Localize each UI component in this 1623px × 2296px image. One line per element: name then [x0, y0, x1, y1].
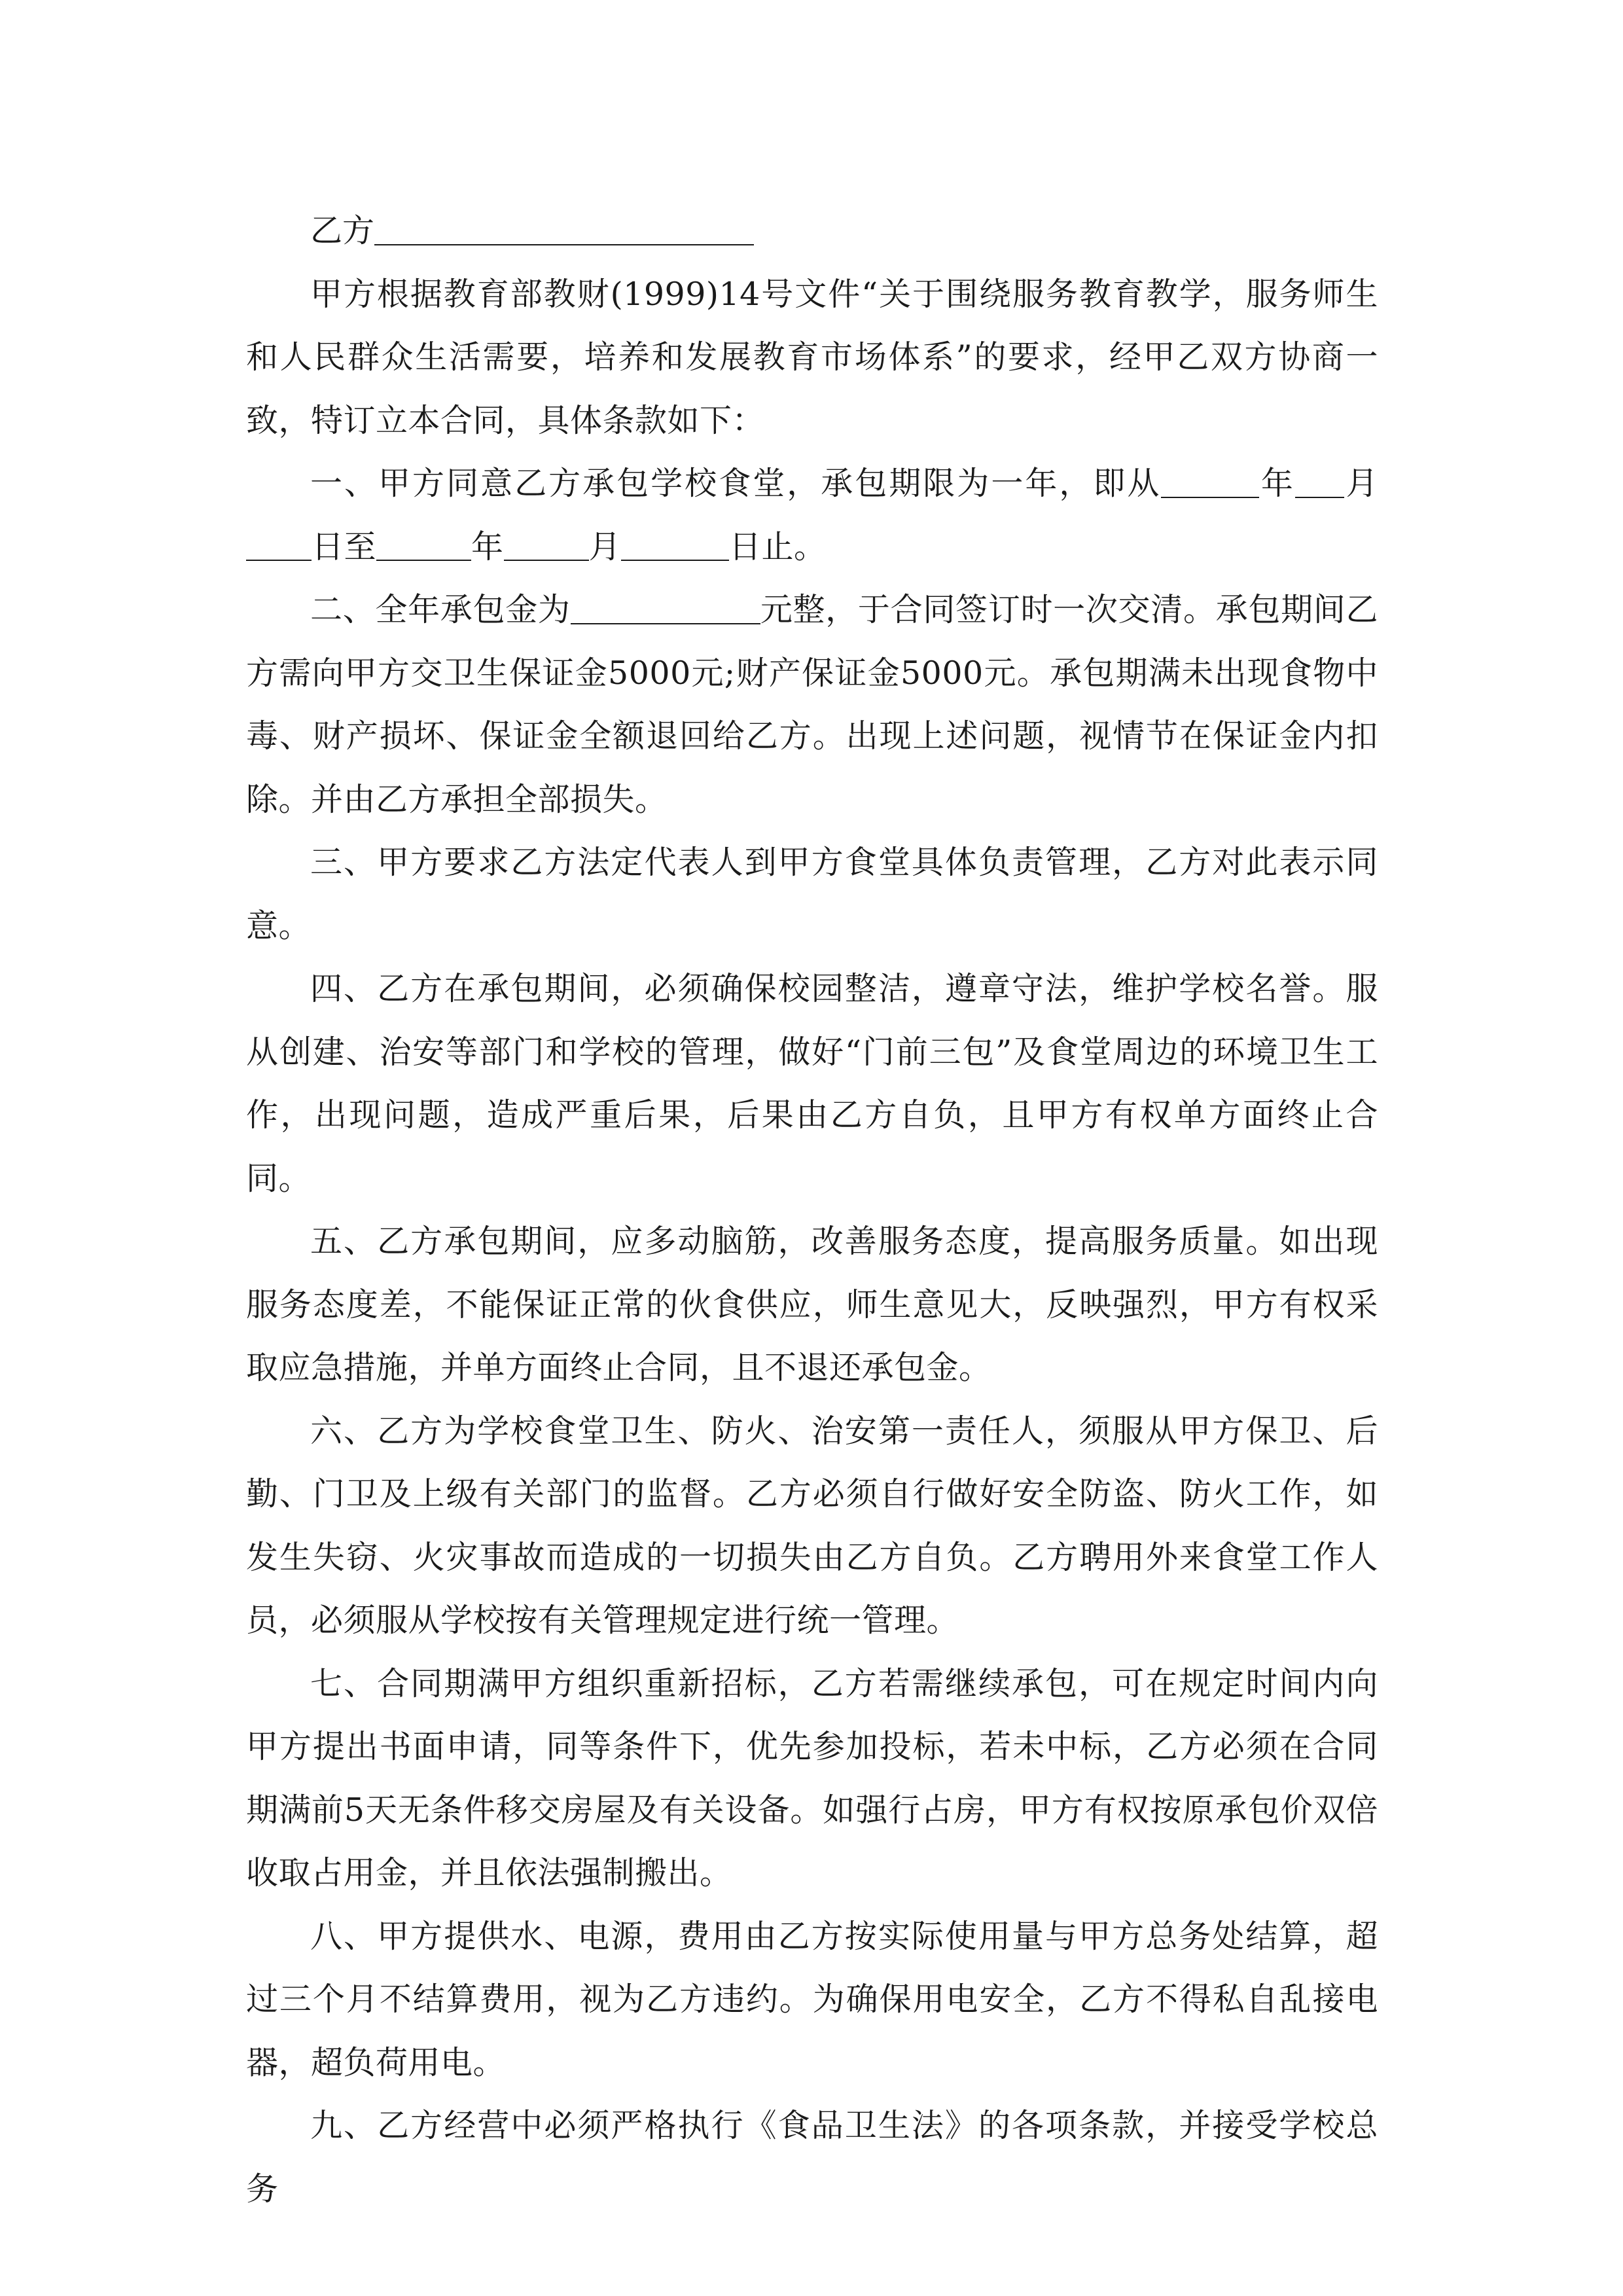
- preamble-paragraph: 甲方根据教育部教财(1999)14号文件“关于围绕服务教育教学，服务师生和人民群众生活需要，培养和发展教育市场体系”的要求，经甲乙双方协商一致，特订立本合同，具体条款如下：: [246, 275, 1378, 439]
- end-month-blank[interactable]: [504, 528, 589, 561]
- clause-7: 七、合同期满甲方组织重新招标，乙方若需继续承包，可在规定时间内向甲方提出书面申请，同等条件下，优先参加投标，若未中标，乙方必须在合同期满前5天无条件移交房屋及有关设备。如强行占房，甲方有权按原承包价双倍收取占用金，并且依法强制搬出。: [246, 1664, 1378, 1892]
- end-year-blank[interactable]: [376, 528, 471, 561]
- clause-2-text-b: 元整，于合同签订时一次交清。承包期间乙方需向甲方交卫生保证金5000元;财产保证金5000元。承包期满未出现食物中毒、财产损坏、保证金全额退回给乙方。出现上述问题，视情节在保证金内扣除。并由乙方承担全部损失。: [246, 591, 1378, 818]
- clause-3: 三、甲方要求乙方法定代表人到甲方食堂具体负责管理，乙方对此表示同意。: [246, 844, 1378, 944]
- start-year-blank[interactable]: [1161, 465, 1259, 498]
- contract-body: [246, 200, 1378, 2221]
- clause-4: 四、乙方在承包期间，必须确保校园整洁，遵章守法，维护学校名誉。服从创建、治安等部门和学校的管理，做好“门前三包”及食堂周边的环境卫生工作，出现问题，造成严重后果，后果由乙方自负，且甲方有权单方面终止合同。: [246, 970, 1378, 1197]
- clause-8: 八、甲方提供水、电源，费用由乙方按实际使用量与甲方总务处结算，超过三个月不结算费用，视为乙方违约。为确保用电安全，乙方不得私自乱接电器，超负荷用电。: [246, 1917, 1378, 2081]
- contract-fee-blank[interactable]: [571, 591, 760, 624]
- end-month-label: 月: [588, 528, 622, 565]
- end-year-label: 年: [471, 528, 504, 565]
- clause-5: 五、乙方承包期间，应多动脑筋，改善服务态度，提高服务质量。如出现服务态度差，不能保证正常的伙食供应，师生意见大，反映强烈，甲方有权采取应急措施，并单方面终止合同，且不退还承包金。: [246, 1223, 1378, 1386]
- start-day-label: 日至: [312, 528, 377, 565]
- party-b-blank[interactable]: [374, 212, 754, 245]
- clause-2: [246, 579, 1378, 831]
- start-month-blank[interactable]: [1295, 465, 1344, 498]
- end-day-blank[interactable]: [621, 528, 729, 561]
- start-day-blank[interactable]: [246, 528, 312, 561]
- start-year-label: 年: [1259, 465, 1295, 502]
- clause-9: 九、乙方经营中必须严格执行《食品卫生法》的各项条款，并接受学校总务: [246, 2107, 1378, 2208]
- clause-1: [246, 452, 1378, 579]
- clause-6: 六、乙方为学校食堂卫生、防火、治安第一责任人，须服从甲方保卫、后勤、门卫及上级有关部门的监督。乙方必须自行做好安全防盗、防火工作，如发生失窃、火灾事故而造成的一切损失由乙方自负。乙方聘用外来食堂工作人员，必须服从学校按有关管理规定进行统一管理。: [246, 1412, 1378, 1639]
- party-b-label: 乙方: [310, 212, 375, 249]
- end-day-label: 日止。: [729, 528, 827, 565]
- clause-2-text-a: 二、全年承包金为: [310, 591, 571, 628]
- clause-1-text: 一、甲方同意乙方承包学校食堂，承包期限为一年，即从: [310, 465, 1162, 502]
- party-b-line: [246, 200, 1378, 263]
- start-month-label: 月: [1344, 465, 1378, 502]
